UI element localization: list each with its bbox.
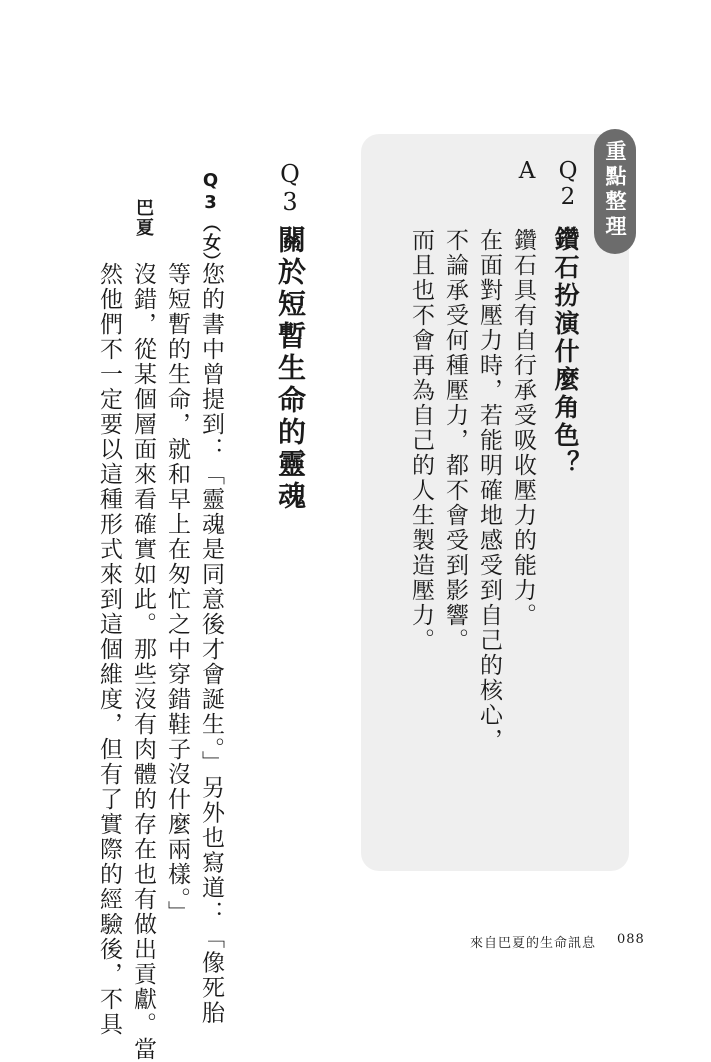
- answer-line: 在面對壓力時，若能明確地感受到自己的核心，: [476, 228, 502, 753]
- footer-book-title: 來自巴夏的生命訊息: [470, 936, 597, 951]
- answer-line: 而且也不會再為自己的人生製造壓力。: [408, 228, 434, 653]
- summary-tab-label: 重點整理: [603, 140, 627, 240]
- dialogue-line: 等短暫的生命，就和早上在匆忙之中穿錯鞋子沒什麼兩樣。」: [164, 262, 190, 926]
- q2-question: 鑽石扮演什麼角色？: [551, 226, 580, 478]
- dialogue-line: 您的書中曾提到：「靈魂是同意後才會誕生。」另外也寫道：「像死胎: [198, 262, 224, 1026]
- dialogue-line: 沒錯，從某個層面來看確實如此。那些沒有肉體的存在也有做出貢獻。當: [130, 262, 156, 1062]
- dialogue-line: 然他們不一定要以這種形式來到這個維度，但有了實際的經驗後，不具: [96, 262, 122, 1037]
- section-title: 關於短暫生命的靈魂: [274, 225, 307, 513]
- speaker-questioner: Q3（女）: [200, 170, 221, 271]
- answer-line: 不論承受何種壓力，都不會受到影響。: [442, 228, 468, 653]
- page-number: 088: [617, 932, 645, 947]
- section-label: Q3: [276, 160, 304, 216]
- q2-label: Q2: [555, 158, 581, 210]
- speaker-respondent: 巴夏: [133, 198, 154, 238]
- answer-label: A: [514, 158, 540, 184]
- answer-line: 鑽石具有自行承受吸收壓力的能力。: [510, 228, 536, 628]
